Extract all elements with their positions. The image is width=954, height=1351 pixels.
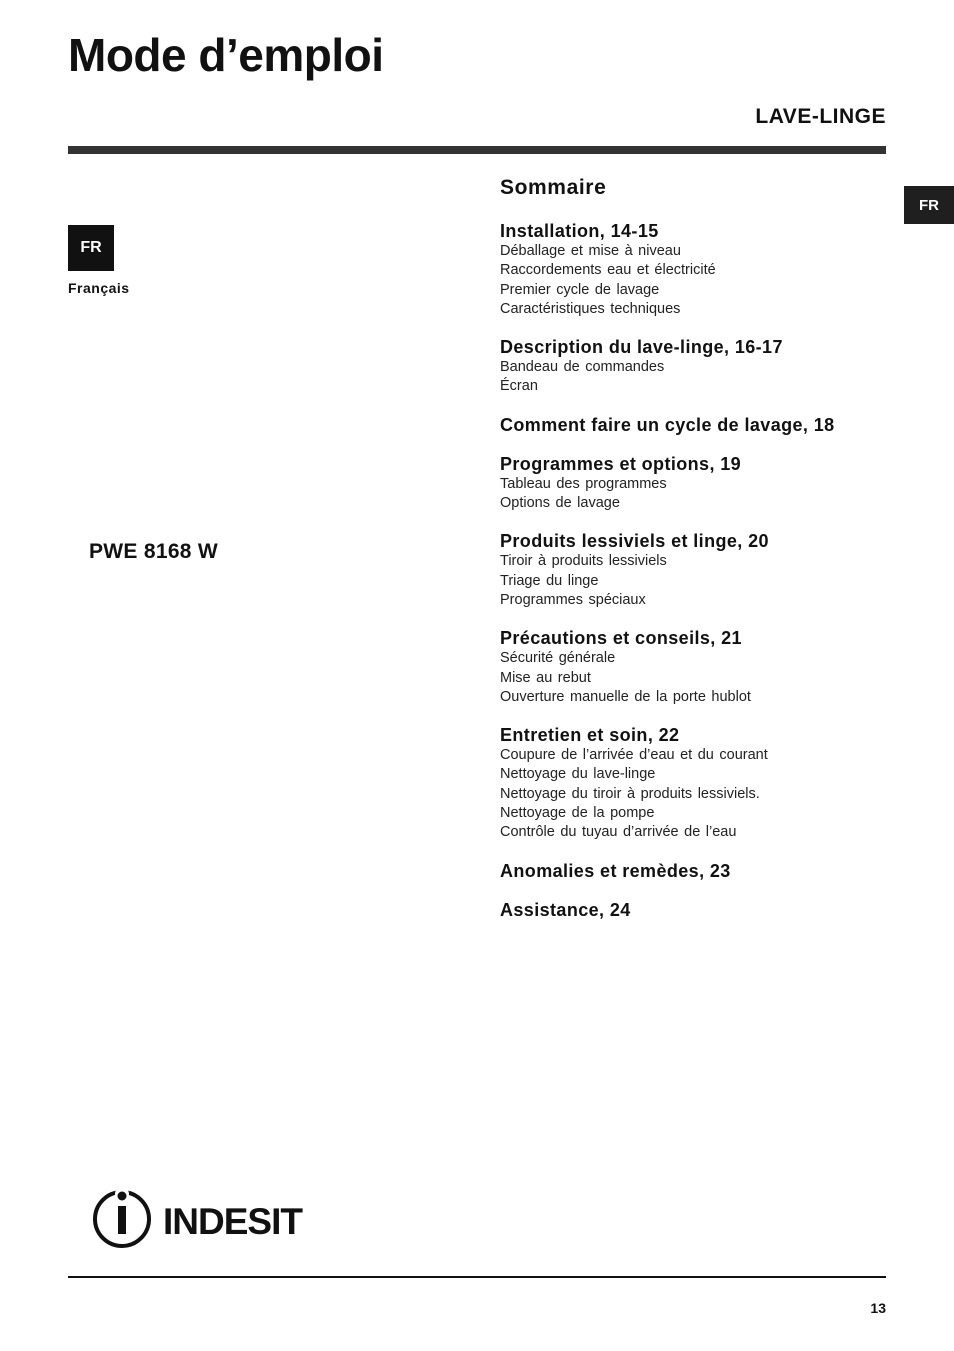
indesit-i-icon: [95, 1187, 149, 1246]
toc-subitem: Écran: [500, 378, 538, 395]
page-title: Mode d’emploi: [68, 29, 384, 81]
toc-subitem: Premier cycle de lavage: [500, 281, 660, 298]
toc-section: [500, 336, 886, 397]
footer-divider: [68, 1276, 886, 1278]
toc-section: [500, 414, 886, 436]
toc-subitem: Nettoyage du tiroir à produits lessiviels.: [500, 785, 760, 802]
toc-section-title: Précautions et conseils, 21: [500, 628, 742, 649]
toc-section-title: Description du lave-linge, 16-17: [500, 337, 783, 358]
toc-subitem: Tableau des programmes: [500, 475, 667, 492]
toc-section-title: Produits lessiviels et linge, 20: [500, 531, 769, 552]
toc-subitem: Ouverture manuelle de la porte hublot: [500, 688, 751, 705]
toc-section: [500, 860, 886, 882]
language-badge: FR: [68, 225, 114, 271]
toc-section: [500, 724, 886, 842]
toc-section-title: Entretien et soin, 22: [500, 725, 680, 746]
indesit-logo: [92, 1186, 332, 1252]
toc-subitem: Nettoyage du lave-linge: [500, 766, 656, 783]
toc-section-title: Comment faire un cycle de lavage, 18: [500, 414, 835, 435]
language-tab: FR: [904, 186, 954, 224]
toc-heading: Sommaire: [500, 176, 607, 199]
toc-section: [500, 627, 886, 707]
header-divider: [68, 146, 886, 154]
toc-section: [500, 530, 886, 610]
toc-sections: [500, 220, 886, 921]
toc-subitem: Nettoyage de la pompe: [500, 805, 655, 822]
table-of-contents: [500, 176, 886, 938]
indesit-wordmark: INDESIT: [163, 1201, 302, 1242]
page-number: 13: [870, 1300, 886, 1316]
toc-subitem: Triage du linge: [500, 572, 599, 589]
toc-subitem: Déballage et mise à niveau: [500, 243, 681, 259]
toc-section-title: Installation, 14-15: [500, 221, 659, 241]
toc-section-title: Assistance, 24: [500, 899, 631, 920]
model-number: PWE 8168 W: [89, 540, 219, 563]
toc-section: [500, 899, 886, 921]
toc-section: [500, 453, 886, 514]
toc-subitem: Raccordements eau et électricité: [500, 262, 716, 279]
toc-section-title: Programmes et options, 19: [500, 453, 742, 474]
toc-subitem: Programmes spéciaux: [500, 591, 646, 608]
product-type-label: LAVE-LINGE: [755, 105, 886, 128]
toc-subitem: Bandeau de commandes: [500, 359, 665, 376]
toc-subitem: Mise au rebut: [500, 669, 591, 686]
language-name: Français: [68, 280, 130, 296]
toc-subitem: Caractéristiques techniques: [500, 300, 681, 317]
toc-subitem: Contrôle du tuyau d’arrivée de l’eau: [500, 824, 737, 841]
toc-subitem: Coupure de l’arrivée d’eau et du courant: [500, 747, 768, 764]
toc-section-title: Anomalies et remèdes, 23: [500, 860, 731, 881]
toc-subitem: Options de lavage: [500, 495, 620, 512]
toc-section: [500, 220, 886, 319]
toc-subitem: Sécurité générale: [500, 650, 616, 667]
toc-subitem: Tiroir à produits lessiviels: [500, 553, 667, 570]
